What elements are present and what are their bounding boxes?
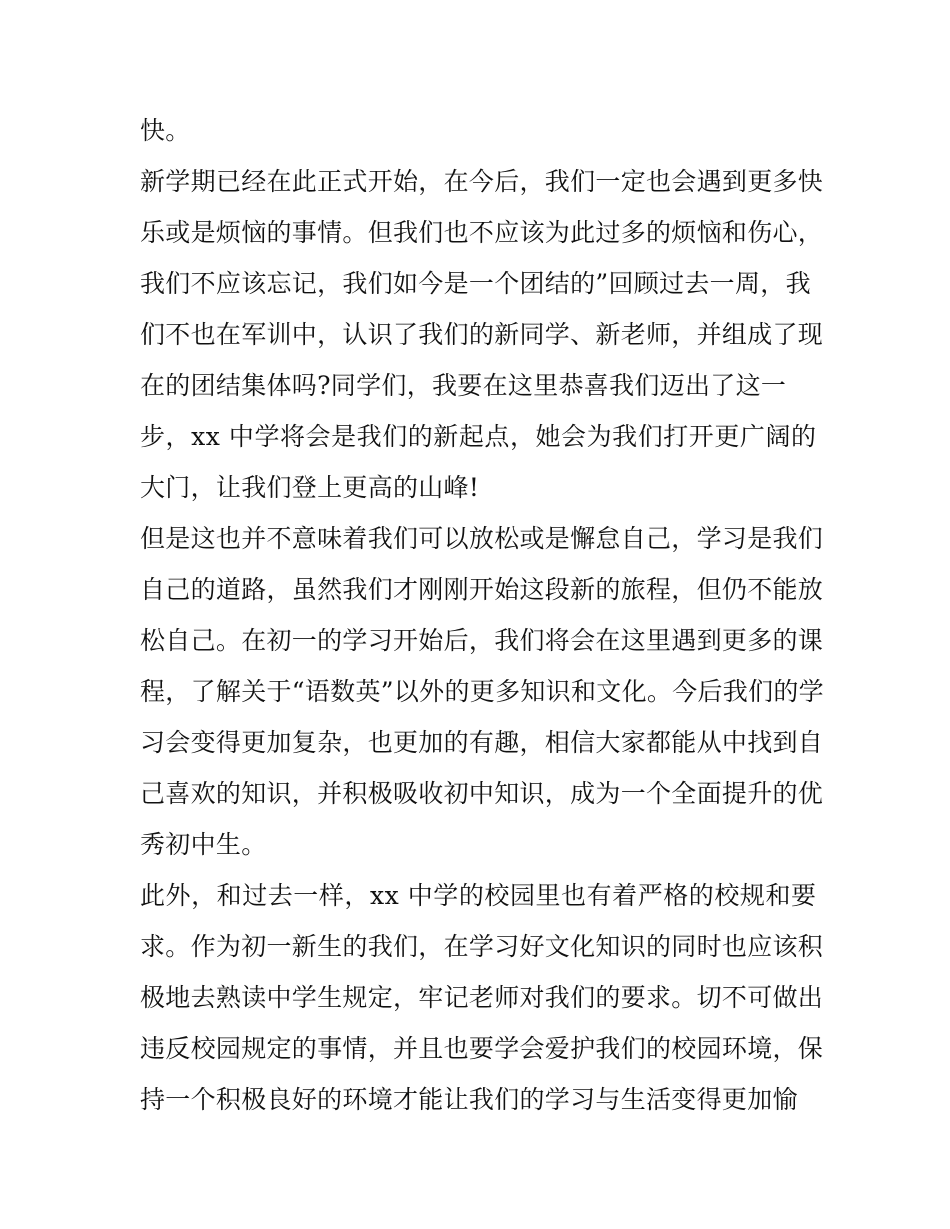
text-line: 程，了解关于“语数英”以外的更多知识和文化。今后我们的学 <box>140 677 824 706</box>
text-line: 乐或是烦恼的事情。但我们也不应该为此过多的烦恼和伤心， <box>140 218 824 247</box>
text-line: 在的团结集体吗?同学们，我要在这里恭喜我们迈出了这一 <box>140 371 787 400</box>
text-line: 极地去熟读中学生规定，牢记老师对我们的要求。切不可做出 <box>140 983 824 1012</box>
text-line: 求。作为初一新生的我们，在学习好文化知识的同时也应该积 <box>140 932 824 961</box>
text-line: 己喜欢的知识，并积极吸收初中知识，成为一个全面提升的优 <box>140 779 824 808</box>
text-line: 大门，让我们登上更高的山峰! <box>140 473 480 502</box>
text-line: 秀初中生。 <box>140 830 267 859</box>
text-line: 新学期已经在此正式开始，在今后，我们一定也会遇到更多快 <box>140 167 824 196</box>
text-line: 持一个积极良好的环境才能让我们的学习与生活变得更加愉 <box>140 1085 798 1114</box>
text-line: 快。 <box>140 116 191 145</box>
text-line: 自己的道路，虽然我们才刚刚开始这段新的旅程，但仍不能放 <box>140 575 824 604</box>
document-body <box>140 105 824 1125</box>
text-line: 但是这也并不意味着我们可以放松或是懈怠自己，学习是我们 <box>140 524 824 553</box>
text-line: 们不也在军训中，认识了我们的新同学、新老师，并组成了现 <box>140 320 824 349</box>
text-line: 我们不应该忘记，我们如今是一个团结的”回顾过去一周，我 <box>140 269 811 298</box>
text-line: 违反校园规定的事情，并且也要学会爱护我们的校园环境，保 <box>140 1034 824 1063</box>
text-line: 习会变得更加复杂，也更加的有趣，相信大家都能从中找到自 <box>140 728 824 757</box>
text-line: 松自己。在初一的学习开始后，我们将会在这里遇到更多的课 <box>140 626 824 655</box>
text-line: 步，xx 中学将会是我们的新起点，她会为我们打开更广阔的 <box>140 422 817 451</box>
text-line: 此外，和过去一样，xx 中学的校园里也有着严格的校规和要 <box>140 881 817 910</box>
